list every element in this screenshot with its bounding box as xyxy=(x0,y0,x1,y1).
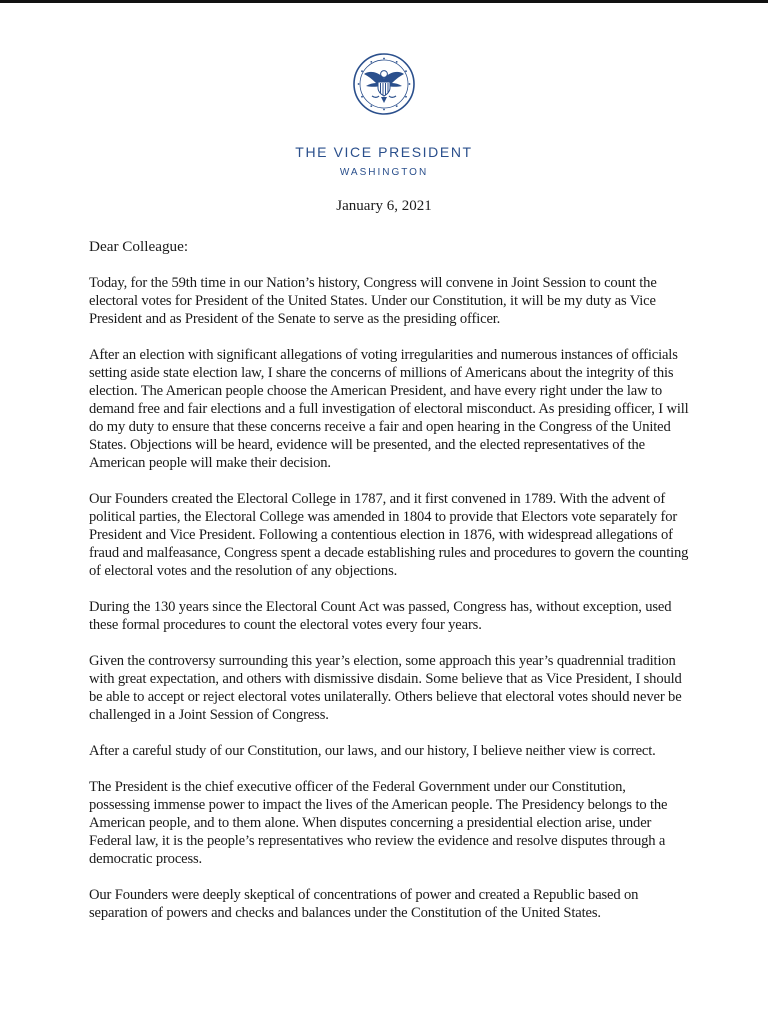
letter-body xyxy=(89,238,689,940)
paragraph-controversy: Given the controversy surrounding this year’s election, some approach this year’s quadrennial tradition with great expectation, and others with dismissive disdain. Some believe that as Vice President, I should be able to accept or reject electoral votes unilaterally. Others believe that electoral votes should never be challenged in a Joint Session of Congress. xyxy=(89,653,682,723)
letterhead-office-title: THE VICE PRESIDENT xyxy=(295,144,473,160)
paragraph-electoral-college-history: Our Founders created the Electoral College in 1787, and it first convened in 1789. With the advent of political parties, the Electoral College was amended in 1804 to provide that Electors vote separately for President and Vice President. Following a contentious election in 1876, with widespread allegations of fraud and malfeasance, Congress spent a decade establishing rules and procedures to govern the counting of electoral votes and the resolution of any objections. xyxy=(89,491,689,579)
paragraph-electoral-count-act: During the 130 years since the Electoral Count Act was passed, Congress has, without exception, used these formal procedures to count the electoral votes every four years. xyxy=(89,599,672,633)
paragraph-joint-session: Today, for the 59th time in our Nation’s history, Congress will convene in Joint Session to count the electoral votes for President of the United States. Under our Constitution, it will be my duty as Vice President and as President of the Senate to serve as the presiding officer. xyxy=(89,275,657,327)
paragraph-neither-view: After a careful study of our Constitution, our laws, and our history, I believe neither view is correct. xyxy=(89,743,656,759)
paragraph-election-concerns: After an election with significant allegations of voting irregularities and numerous instances of officials setting aside state election law, I share the concerns of millions of Americans about the integrity of this election. The American people choose the American President, and have every right under the law to demand free and fair elections and a full investigation of electoral misconduct. As presiding officer, I will do my duty to ensure that these concerns receive a fair and open hearing in the Congress of the United States. Objections will be heard, evidence will be presented, and the elected representatives of the American people will make their decision. xyxy=(89,347,689,471)
paragraph-presidency: The President is the chief executive officer of the Federal Government under our Constitution, possessing immense power to impact the lives of the American people. The Presidency belongs to the American people, and to them alone. When disputes concerning a presidential election arise, under Federal law, it is the people’s representatives who review the evidence and resolve disputes through a democratic process. xyxy=(89,779,668,867)
letterhead-office-city: WASHINGTON xyxy=(339,167,429,178)
paragraph-separation-of-powers: Our Founders were deeply skeptical of concentrations of power and created a Republic based on separation of powers and checks and balances under the Constitution of the United States. xyxy=(89,887,639,921)
letter-date: January 6, 2021 xyxy=(336,198,432,214)
vice-president-seal-icon xyxy=(352,52,416,116)
top-border-rule xyxy=(0,0,768,3)
salutation: Dear Colleague: xyxy=(89,238,189,255)
